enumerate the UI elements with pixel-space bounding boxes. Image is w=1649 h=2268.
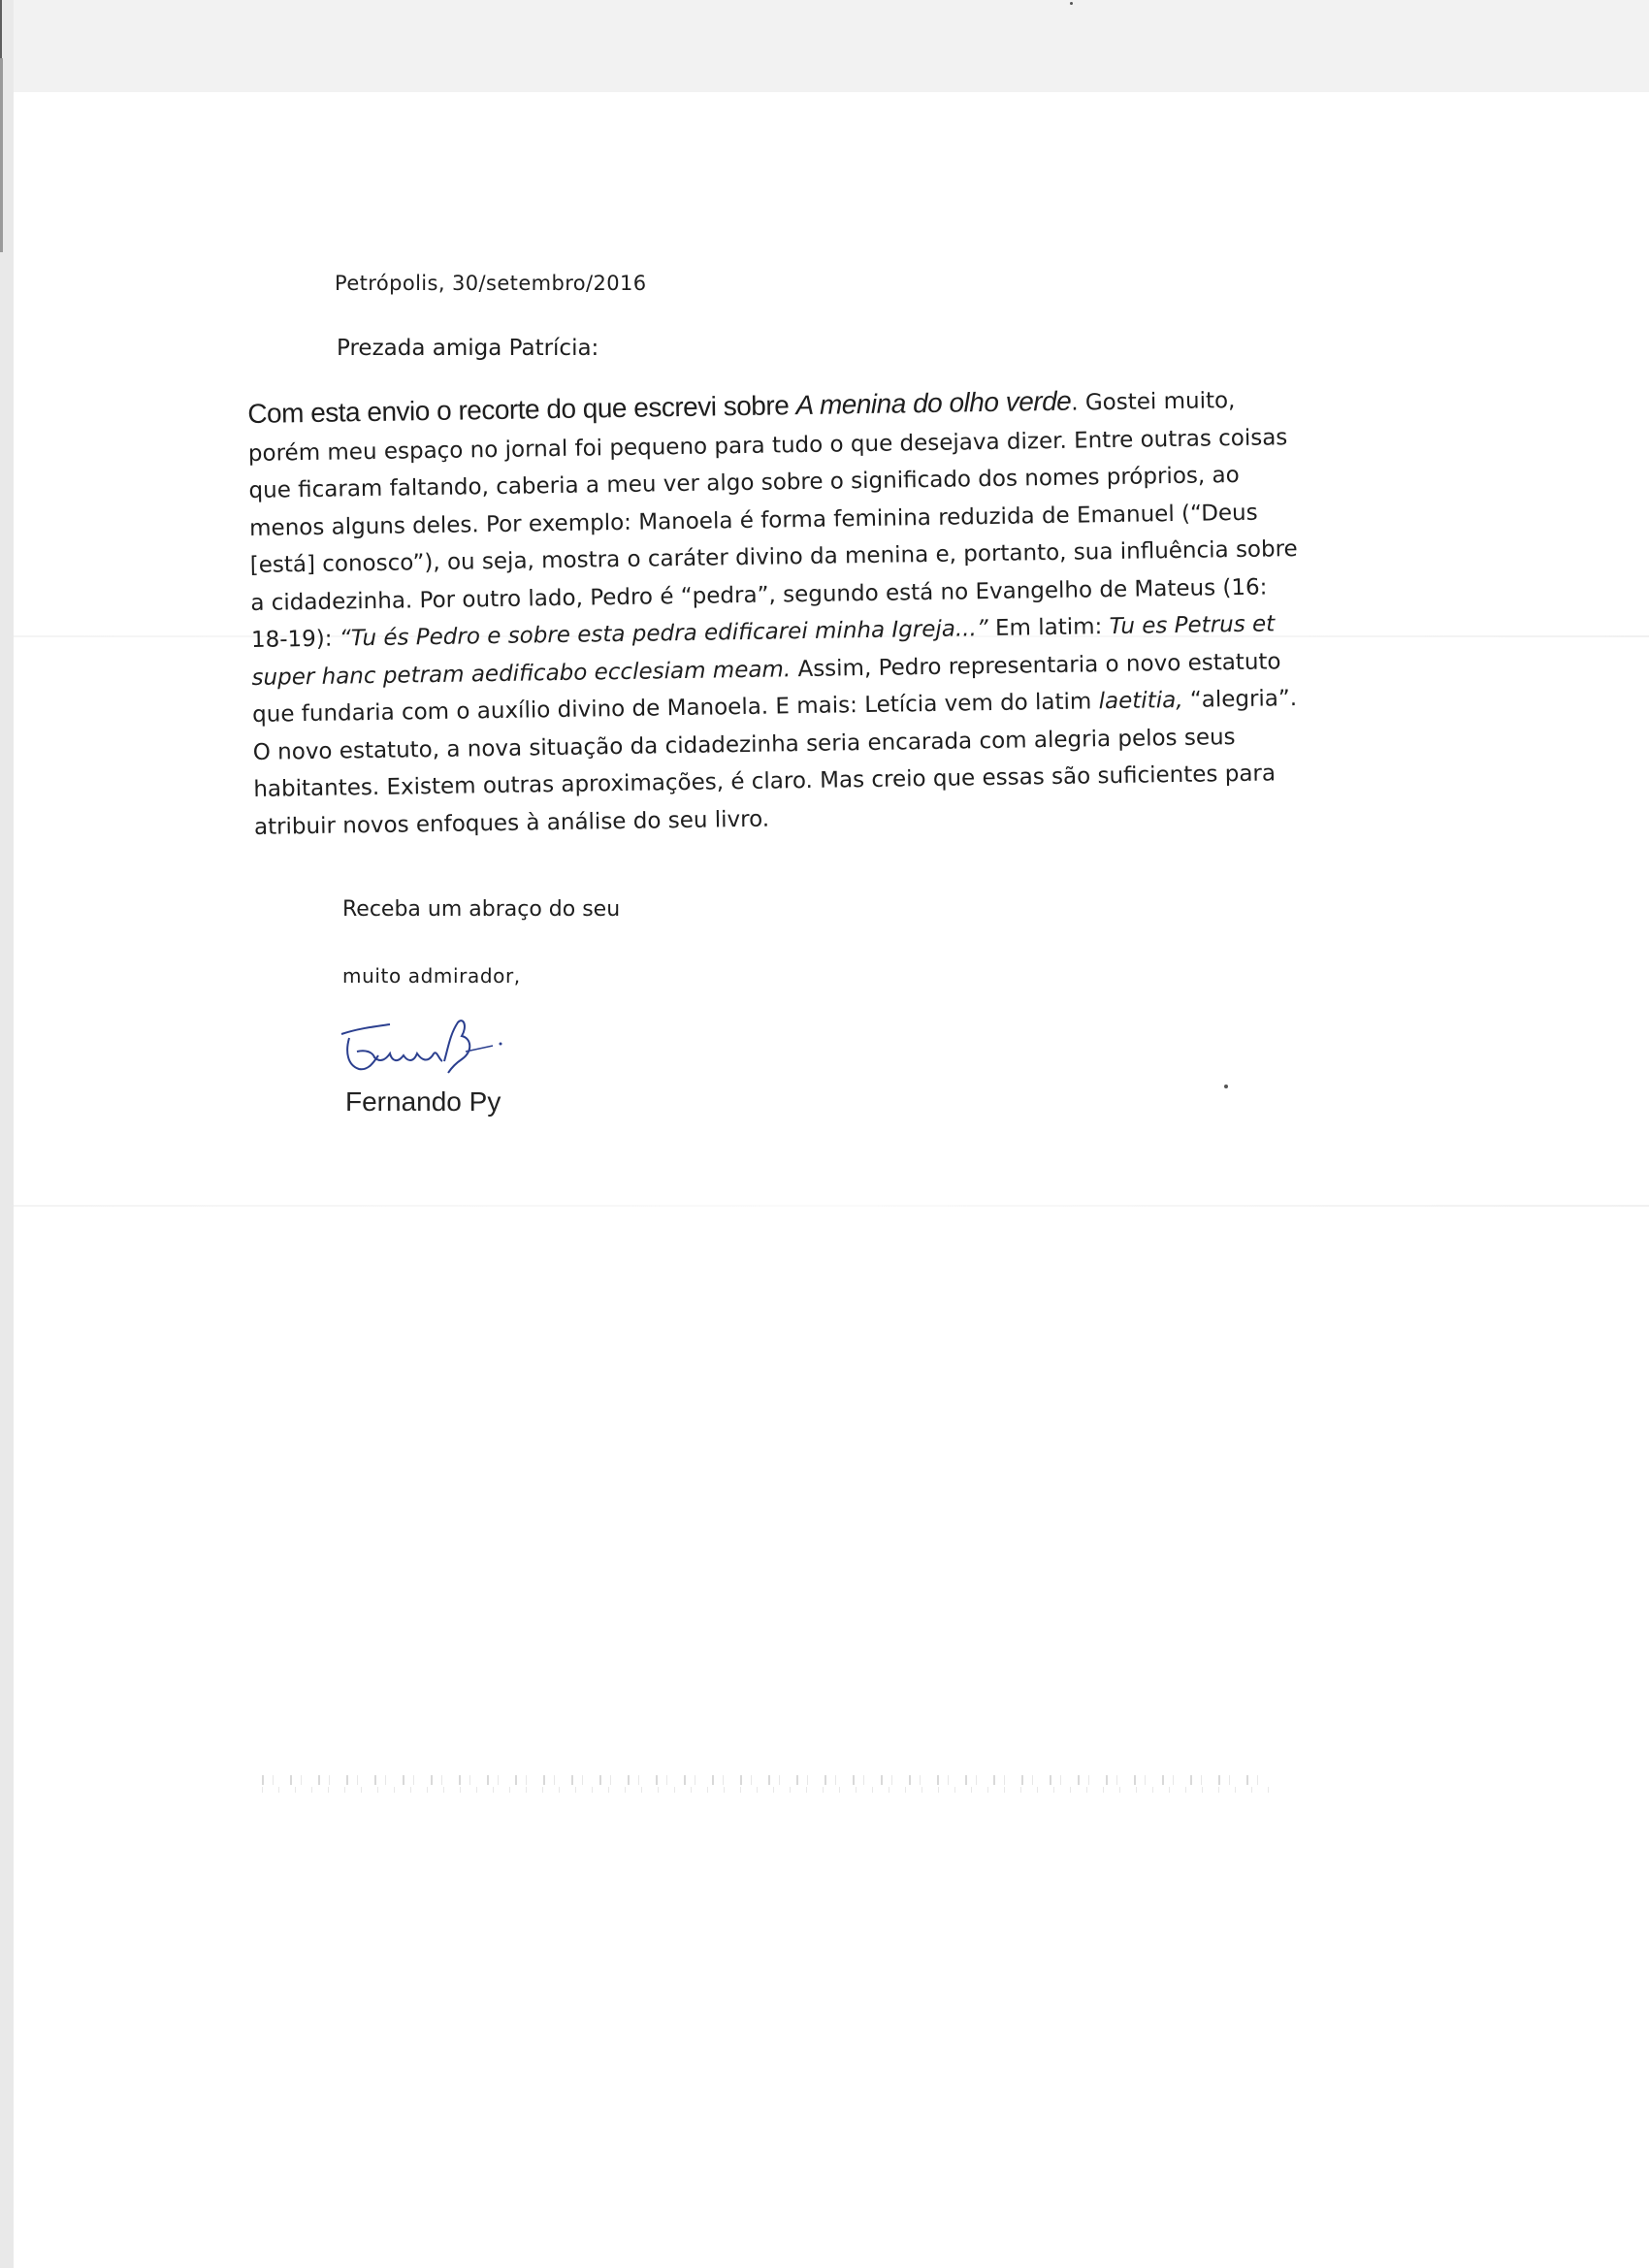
paper-fold-line [14, 1205, 1649, 1207]
body-text: Em latim: [987, 614, 1110, 642]
signature-name: Fernando Py [345, 1086, 501, 1117]
scan-edge-shadow-lower [0, 58, 3, 252]
scan-margin-top [0, 0, 1649, 92]
latin-word: laetitia, [1098, 687, 1183, 715]
closing-line: Receba um abraço do seu [342, 897, 621, 922]
scan-edge-shadow [0, 0, 2, 58]
body-text: . Gostei muito, porém meu espaço no jornal foi pequeno para tudo o que desejava dizer. Entre outras coisas que ficaram faltando, caberia a meu ver algo sobre o significado dos nomes próprios, ao menos alguns deles. Por exemplo: Manoela é forma feminina reduzida de Emanuel (“Deus [está] conosco”), ou seja, mostra o caráter divino da menina e, portanto, sua influência sobre a cidadezinha. Por outro lado, Pedro é “pedra”, segundo está no Evangelho de Mateus (16: 18-19): [247, 388, 1298, 653]
scan-margin-left [0, 0, 14, 2268]
body-text: “alegria”. O novo estatuto, a nova situação da cidadezinha seria encarada com alegria pelos seus habitantes. Existem outras aproximações, é claro. Mas creio que essas são suficientes para atribuir novos enfoques à análise do seu livro. [252, 686, 1298, 840]
letter-date: Petrópolis, 30/setembro/2016 [335, 272, 647, 295]
scan-speck [1224, 1085, 1228, 1088]
scan-speck [1070, 2, 1073, 5]
body-text: Assim, Pedro representaria o novo estatuto que fundaria com o auxílio divino de Manoela. E mais: Letícia vem do latim [251, 648, 1281, 728]
handwritten-signature [330, 1009, 504, 1086]
quote-portuguese: “Tu és Pedro e sobre esta pedra edificarei minha Igreja...” [339, 616, 988, 652]
book-title: A menina do olho verde [795, 385, 1072, 421]
letter-body [247, 379, 1311, 846]
closing-line: muito admirador, [342, 964, 521, 988]
scan-noise [262, 1775, 1271, 1785]
letter-salutation: Prezada amiga Patrícia: [337, 336, 599, 361]
body-opening: Com esta envio o recorte do que escrevi sobre [247, 390, 796, 429]
scan-noise [262, 1787, 1271, 1793]
quote-latin: Tu es Petrus et super hanc petram aedificabo ecclesiam meam. [251, 611, 1276, 691]
